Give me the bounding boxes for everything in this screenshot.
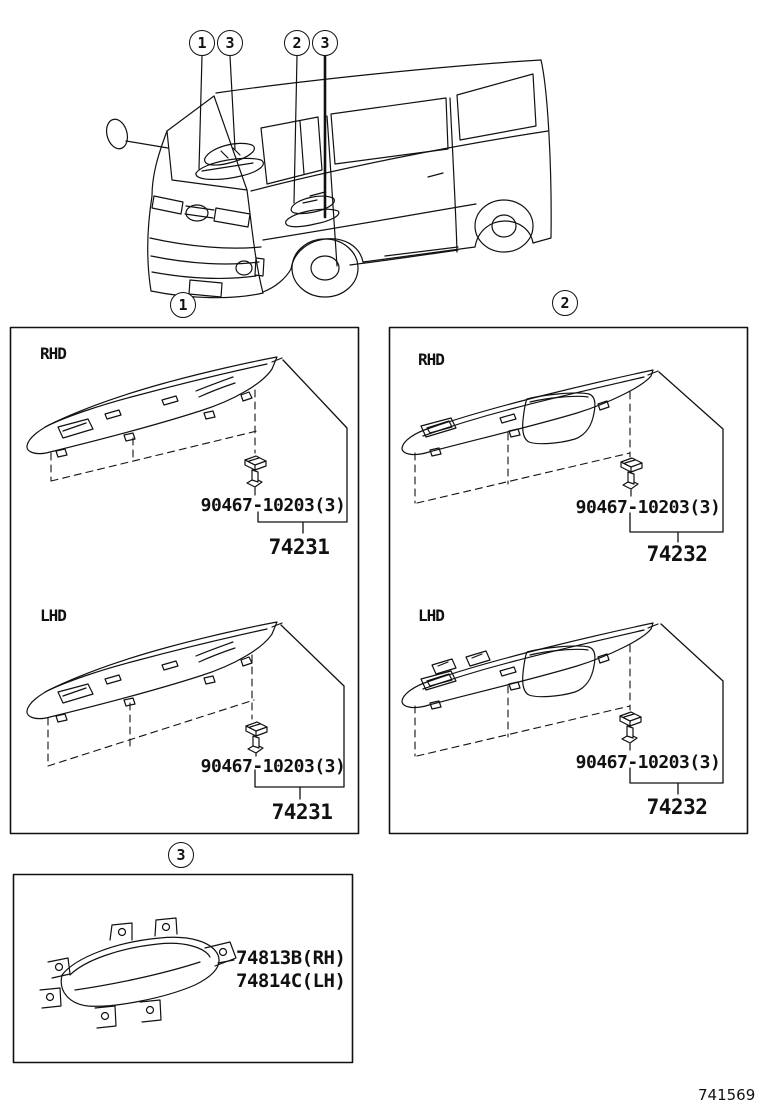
box3-part-number-rh: 74813B(RH) [236,947,346,969]
box1-lhd-part-number: 74231 [271,800,333,824]
leader-line [218,960,234,963]
box1-rhd-part-number: 74231 [268,535,330,559]
box1-lhd-clip-part-number: 90467-10203(3) [200,756,346,777]
figure-number: 741569 [698,1086,756,1104]
clip-icon [246,722,267,753]
van-illustration [103,56,551,298]
box2-rhd-clip-part-number: 90467-10203(3) [575,497,721,518]
callout-2-top: 2 [284,30,310,56]
clip-icon [245,456,266,487]
box2-lhd-clip-part-number: 90467-10203(3) [575,752,721,773]
box2-rhd-label: RHD [418,350,444,369]
box1-lhd-label: LHD [40,606,66,625]
box3-part-number-lh: 74814C(LH) [236,970,346,992]
callout-box1: 1 [170,292,196,318]
box2-lhd-part-number: 74232 [646,795,708,819]
clip-icon [621,458,642,489]
callout-3a-top: 3 [217,30,243,56]
box1-rhd-label: RHD [40,344,66,363]
box1-rhd-clip-part-number: 90467-10203(3) [200,495,346,516]
box2-lhd-label: LHD [418,606,444,625]
callout-box2: 2 [552,290,578,316]
callout-1-top: 1 [189,30,215,56]
front-door-armrest-sketch [196,143,263,179]
callout-box3: 3 [168,842,194,868]
box3-armrest-base-drawing [40,918,236,1028]
box2-rhd-part-number: 74232 [646,542,708,566]
callout-3b-top: 3 [312,30,338,56]
clip-icon [620,712,641,743]
